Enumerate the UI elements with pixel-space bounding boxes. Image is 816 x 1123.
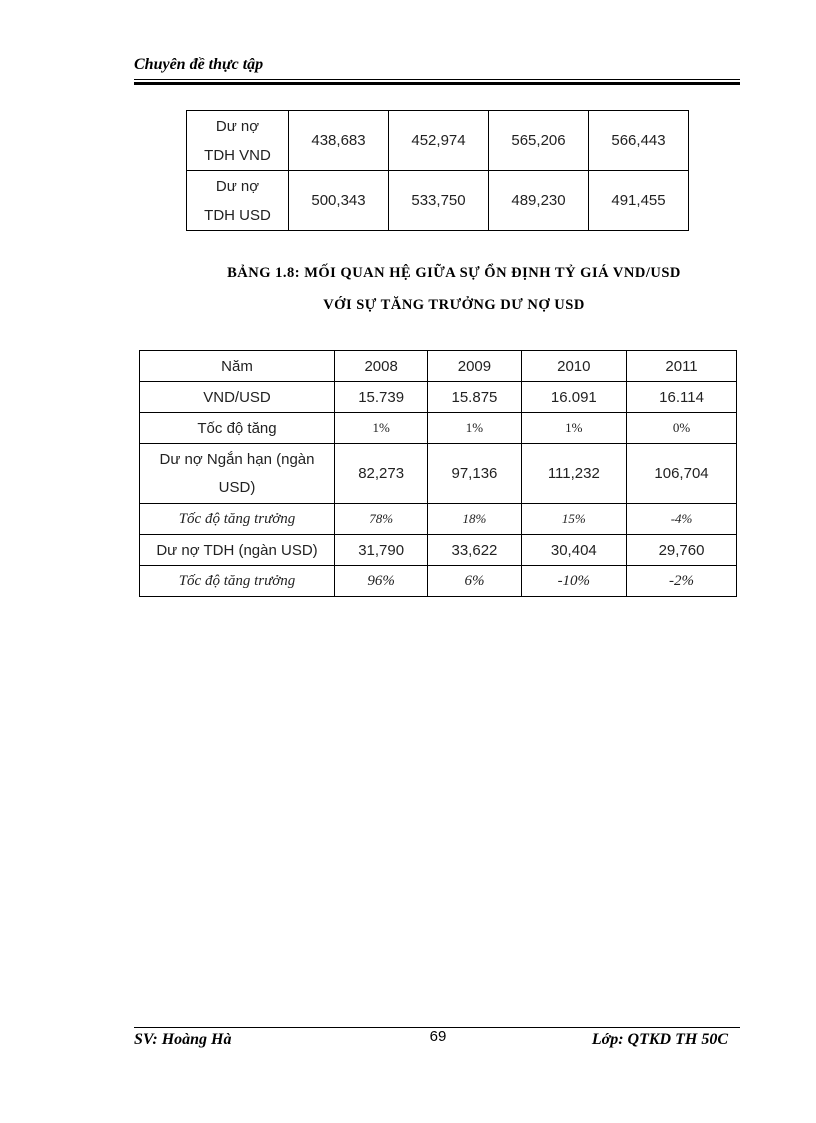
table-cell: 29,760 — [627, 535, 737, 566]
table-cell: 78% — [335, 504, 428, 535]
table-cell: 565,206 — [489, 111, 589, 171]
table-row — [140, 382, 737, 413]
table-cell: 491,455 — [589, 171, 689, 231]
table-cell: 97,136 — [428, 444, 521, 504]
table-cell: -10% — [521, 566, 626, 597]
table-row — [140, 413, 737, 444]
row-label: VND/USD — [140, 382, 335, 413]
column-header: 2010 — [521, 351, 626, 382]
table-cell: 15.875 — [428, 382, 521, 413]
row-label: Tốc độ tăng — [140, 413, 335, 444]
row-label — [140, 444, 335, 504]
row-label: Dư nợ TDH (ngàn USD) — [140, 535, 335, 566]
table-header-row — [140, 351, 737, 382]
column-header: 2008 — [335, 351, 428, 382]
table-cell: -4% — [627, 504, 737, 535]
table-cell: 566,443 — [589, 111, 689, 171]
header-title: Chuyên đề thực tập — [134, 56, 264, 73]
row-label: Tốc độ tăng trưởng — [140, 504, 335, 535]
footer-class: Lớp: QTKD TH 50C — [591, 1031, 728, 1048]
table-cell: 111,232 — [521, 444, 626, 504]
row-label — [187, 171, 289, 231]
table-cell: 30,404 — [521, 535, 626, 566]
table-cell: -2% — [627, 566, 737, 597]
continued-table — [186, 110, 689, 231]
row-label-line1: Dư nợ — [215, 177, 260, 195]
table-cell: 1% — [428, 413, 521, 444]
table-cell: 16.091 — [521, 382, 626, 413]
table-caption-line2: VỚI SỰ TĂNG TRƯỞNG DƯ NỢ USD — [323, 297, 585, 313]
table-cell: 438,683 — [289, 111, 389, 171]
table-row — [140, 444, 737, 504]
column-header: Năm — [140, 351, 335, 382]
row-label-line2: USD) — [218, 478, 256, 496]
column-header: 2011 — [627, 351, 737, 382]
table-row — [140, 535, 737, 566]
table-row — [140, 566, 737, 597]
table-cell: 15% — [521, 504, 626, 535]
table-cell: 15.739 — [335, 382, 428, 413]
header-rule — [134, 79, 740, 80]
row-label-line2: TDH VND — [204, 146, 271, 164]
table-cell: 533,750 — [389, 171, 489, 231]
table-row — [140, 504, 737, 535]
page-number: 69 — [429, 1028, 447, 1045]
table-cell: 6% — [428, 566, 521, 597]
table-cell: 489,230 — [489, 171, 589, 231]
table-cell: 31,790 — [335, 535, 428, 566]
column-header: 2009 — [428, 351, 521, 382]
table-cell: 1% — [521, 413, 626, 444]
header-rule-thick — [134, 82, 740, 85]
row-label-line2: TDH USD — [204, 206, 271, 224]
table-cell: 106,704 — [627, 444, 737, 504]
exchange-rate-table — [139, 350, 737, 597]
row-label-line1: Dư nợ Ngắn hạn (ngàn — [159, 450, 315, 468]
table-cell: 452,974 — [389, 111, 489, 171]
table-row — [187, 171, 689, 231]
row-label-line1: Dư nợ — [215, 117, 260, 135]
row-label — [187, 111, 289, 171]
table-cell: 82,273 — [335, 444, 428, 504]
table-cell: 1% — [335, 413, 428, 444]
table-caption-line1: BẢNG 1.8: MỐI QUAN HỆ GIỮA SỰ ỔN ĐỊNH TỶ GIÁ VND/USD — [227, 265, 681, 281]
table-cell: 18% — [428, 504, 521, 535]
table-cell: 0% — [627, 413, 737, 444]
row-label: Tốc độ tăng trưởng — [140, 566, 335, 597]
table-cell: 500,343 — [289, 171, 389, 231]
footer-student: SV: Hoàng Hà — [134, 1031, 232, 1048]
table-cell: 33,622 — [428, 535, 521, 566]
table-cell: 96% — [335, 566, 428, 597]
table-row — [187, 111, 689, 171]
table-cell: 16.114 — [627, 382, 737, 413]
